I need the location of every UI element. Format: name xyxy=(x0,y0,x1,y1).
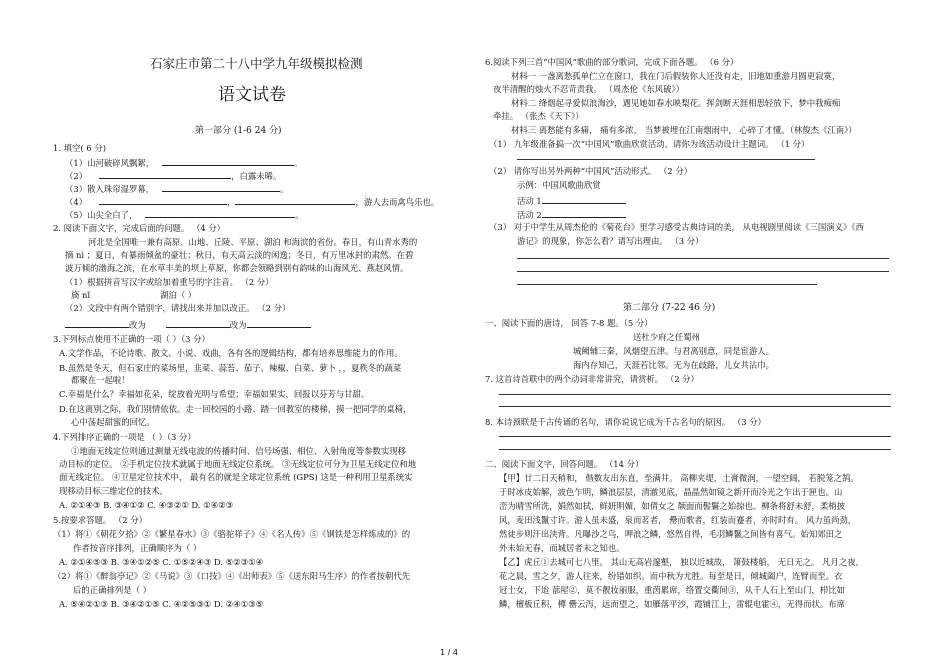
q6-heading: 6.阅读下列三首“中国风”歌曲的部分歌词，完成下面各题。 （6 分） xyxy=(485,57,739,67)
passage-jia-3: 峦为晴雪所洗，娟然如拭，鲜妍明媚，如倩女之 颒面而髻鬟之始掠也。柳条将舒未舒，柔梢披 xyxy=(499,501,846,511)
q3-option-c: C.幸福是什么？幸福如花朵，绽放着光明与希望；幸福如果实，回报以芬芳与甘甜。 xyxy=(59,389,370,399)
q1-line-3: （3）散入珠帘湿罗幕， 。 xyxy=(65,184,289,194)
q6-sub1-answer-line xyxy=(517,159,815,160)
q2-sub2: （2）文段中有两个错别字，请找出来并加以改正。 （2 分） xyxy=(65,303,291,313)
page-total: 4 xyxy=(452,648,458,657)
passage-yi-2: 花之晨，雪之夕，游人往来，纷错如织。而中秋为尤胜。每至是日，倾城阖户，连臂而至。衣 xyxy=(499,571,843,581)
q4-text-4: 现移动目标三维定位的技术。 xyxy=(59,486,168,496)
q6-sub3-cont: 游记》的现象，你怎么看？请写出理由。 （3 分） xyxy=(517,236,704,246)
part1-title: 第一部分 (1-6 24 分) xyxy=(195,126,282,136)
q7-answer-line-1 xyxy=(499,394,891,395)
passage-jia-2: 于时冰皮始解，波色乍明，鳞浪层层，清澈见底，晶晶然如镜之新开而冷光之乍出于匣也。山 xyxy=(499,487,843,497)
passage-yi-3: 冠士女，下迨 蔀屋②，莫不靓妆丽服，重茵累席，络置交衢间③，从千人石上至山门，栉比如 xyxy=(499,585,846,595)
q4-text-2: 动目标的定位。 ②手机定位技术就属于地面无线定位系统。 ③无线定位可分为卫星无线定位和地 xyxy=(59,459,417,469)
q6-sub3-answer-line-1 xyxy=(517,258,889,259)
passage-yi-4: 鳞，檀板丘积，樽 罍云泻，远而望之，如雁落平沙，霞铺江上，雷辊电霍④，无得而状。布席 xyxy=(499,599,846,609)
q2-passage-2: 摘 nì ；夏日，有暴雨倾盆的豪壮；秋日，有天高云淡的闲逸；冬日，有万里冰封的肃然。在碧 xyxy=(65,250,414,260)
school-title: 石家庄市第二十八中学九年级模拟检测 xyxy=(150,56,363,71)
subject-title: 语文试卷 xyxy=(218,85,286,105)
q2-sub1-answers: 旖 nǐ 湖泊（ ） xyxy=(71,290,197,300)
passage-jia-4: 风，麦田浅鬣寸许。游人虽未盛，泉而茗者， 罍而歌者，红装而蹇者，亦时时有。 风力虽尚劲， xyxy=(499,515,857,525)
q2-heading: 2. 阅读下面文字，完成后面的问题。 （4 分） xyxy=(53,223,226,233)
q6-sub2: （2） 请你写出另外两种“中国风”活动形式。 （2 分） xyxy=(489,166,693,176)
q5-heading: 5.按要求答题。 （2 分） xyxy=(53,515,148,525)
q6-activity-2: 活动 2 xyxy=(517,208,626,221)
q1-heading: 1. 填空( 6 分) xyxy=(53,143,106,153)
q6-activity-1: 活动 1 xyxy=(517,194,626,207)
q1-line-4: （4） ， ，游人去而禽鸟乐也。 xyxy=(65,197,440,207)
q1-line-1: （1）山河破碎风飘絮， 。 xyxy=(65,158,303,168)
q1-line-2: （2） ，白露未晞。 xyxy=(65,171,282,181)
q5-sub2: （2）将①《醉翁亭记》②《马说》③《口技》④《出师表》⑤《送东阳马生序》的作者按朝代先 xyxy=(53,571,411,581)
q7-answer-line-2 xyxy=(499,406,891,407)
poem-line-2: 海内存知己，天涯若比邻。无为在歧路，儿女共沾巾。 xyxy=(573,360,774,370)
q6-sub1: （1） 九年级准备搞一次“中国风”歌曲欣赏活动。请你为该活动设计主题词。 （1 分） xyxy=(489,139,810,149)
q6-material-3: 材料三 离愁能有多痛， 痛有多浓， 当梦被埋在江南烟雨中， 心碎了才懂。（林俊杰《江南》） xyxy=(511,125,857,135)
page-number: 1 xyxy=(440,648,446,657)
q2-passage-3: 波万倾的渤海之滨，在水草丰美的坝上草原，你都会领略到别有韵味的山海风光、燕赵风情。 xyxy=(65,263,409,273)
q7-heading: 7. 这首诗首联中的两个动词非常讲究，请赏析。 （2 分） xyxy=(485,374,699,384)
q2-passage-1: 河北是全国唯一兼有高原、山地、丘陵、平原、湖泊 和海滨的省份。春日，有山青水秀的 xyxy=(88,237,418,247)
q8-heading: 8. 本诗颈联是千古传诵的名句，请你说说它成为千古名句的原因。 （3 分） xyxy=(485,417,766,427)
page-separator: / xyxy=(447,648,451,657)
q3-option-a: A.文学作品，不论诗歌、散文、小说、戏曲，各有各的逻辑结构，都有培养思维能力的作用。 xyxy=(59,348,403,358)
poem-title: 送杜少府之任蜀州 xyxy=(633,332,700,342)
q4-text-3: 面无线定位。 ④卫星定位技术中， 最有名的就是全球定位系统 (GPS) 这是一种利用卫星系统实 xyxy=(59,472,413,482)
q6-sub3-answer-line-3 xyxy=(517,284,817,285)
q5-sub2-options: A. ⑤④②①③ B. ③④②①⑤ C. ④②⑤③① D. ②④①③⑤ xyxy=(59,599,264,609)
page-footer xyxy=(440,648,458,657)
q3-option-d: D.在这离别之际，我们别情依依。走一回校园的小路、踏一回教室的楼梯，摸一把同学的桌椅， xyxy=(59,404,412,414)
passage-jia-1: 【甲】廿二日天稍和， 偕数友出东直，至满井。 高柳夹堤，土膏微润，一望空阔， 若脱笼之鹄。 xyxy=(499,473,859,483)
q5-sub2-cont: 后的正确排列是（ ） xyxy=(73,585,152,595)
q8-answer-line-2 xyxy=(499,449,891,450)
q6-material-2-cont: 牵挂。 （张杰《天下》） xyxy=(493,111,584,121)
q4-options: A. ②①④③ B. ③④①② C. ④③②① D. ①④②③ xyxy=(59,500,234,510)
passage-yi-1: 【乙】虎丘①去城可七八里。 其山无高岩邃壑， 独以近城故， 箫鼓楼船， 无日无之。 凡月之夜， xyxy=(499,557,865,567)
q6-sub3: （3） 对于中学生从周杰伦的《菊花台》里学习感受古典诗词的美， 从电视剧里阅读《三国演义》《西 xyxy=(489,222,864,232)
q5-sub1-cont: 作者按音序排列，正确顺序为（ ） xyxy=(73,543,202,553)
q3-heading: 3.下列标点使用不正确的一项（ ）（3 分） xyxy=(53,334,210,344)
part2-title: 第二部分 (7-22 46 分) xyxy=(623,303,716,313)
q6-material-1: 材料一 一盏离愁孤单伫立在窗口，我在门后假装你人还没有走，旧地如重游月圆更寂寞， xyxy=(511,71,841,81)
section2-heading: 二、阅读下面文字，回答问题。 （14 分） xyxy=(485,459,644,469)
passage-jia-5: 然徒步则汗出浃背。凡曝沙之鸟，呷浪之鳞，悠然自得，毛羽鳞鬣之间皆有喜气。始知郊田之 xyxy=(499,529,843,539)
q5-sub1: （1）将①《朝花夕拾》②《繁星春水》③《骆驼祥子》④《名人传》⑤《钢铁是怎样炼成的》的 xyxy=(53,529,411,539)
q8-answer-line-1 xyxy=(499,436,891,437)
q2-sub2-answers: 改为 改为 xyxy=(65,318,311,331)
q4-text-1: ①地面无线定位则通过测量无线电波的传播时间、信号场强、相位、入射角度等参数实现移 xyxy=(71,446,406,456)
q3-option-b-cont: 都聚在一起啦！ xyxy=(71,375,130,385)
q6-material-2: 材料二 绛烟起寻爱似浪淘沙，遇见她如春水映梨花。挥剑断天涯相思轻放下，梦中我痴痴 xyxy=(511,98,841,108)
q2-sub1: （1）根据拼音写汉字或给加着重号的字注音。 （2 分） xyxy=(65,277,274,287)
q4-heading: 4.下列排序正确的一项是 （ ）（3 分） xyxy=(53,432,196,442)
q3-option-b: B.虽然是冬天，但石家庄的菜场里，韭菜、蒜苔、茄子、辣椒、白菜、萝卜 ，，夏秩冬的蔬菜 xyxy=(59,363,402,373)
q6-sub2-example: 示例：中国风歌曲欣赏 xyxy=(517,180,601,190)
q6-sub3-answer-line-2 xyxy=(517,271,889,272)
q1-line-5: （5）山尖全白了， 。 xyxy=(65,210,304,220)
q3-option-d-cont: 心中荡起甜蜜的回忆。 xyxy=(71,417,155,427)
passage-jia-6: 外未始无春，而城居者未之知也。 xyxy=(499,543,625,553)
section1-heading: 一、阅读下面的唐诗， 回答 7-8 题。（5 分） xyxy=(485,318,653,328)
q5-sub1-options: A. ②①④⑤③ B. ③④①②⑤ C. ①⑤②④③ D. ⑤②③①④ xyxy=(59,557,264,567)
poem-line-1: 城阙辅三秦，风烟望五津。与君离别意，同是宦游人。 xyxy=(573,346,774,356)
q6-material-1-cont: 夜半清醒的烛火不忍苛责我。 （周杰伦《东风破》） xyxy=(493,84,685,94)
